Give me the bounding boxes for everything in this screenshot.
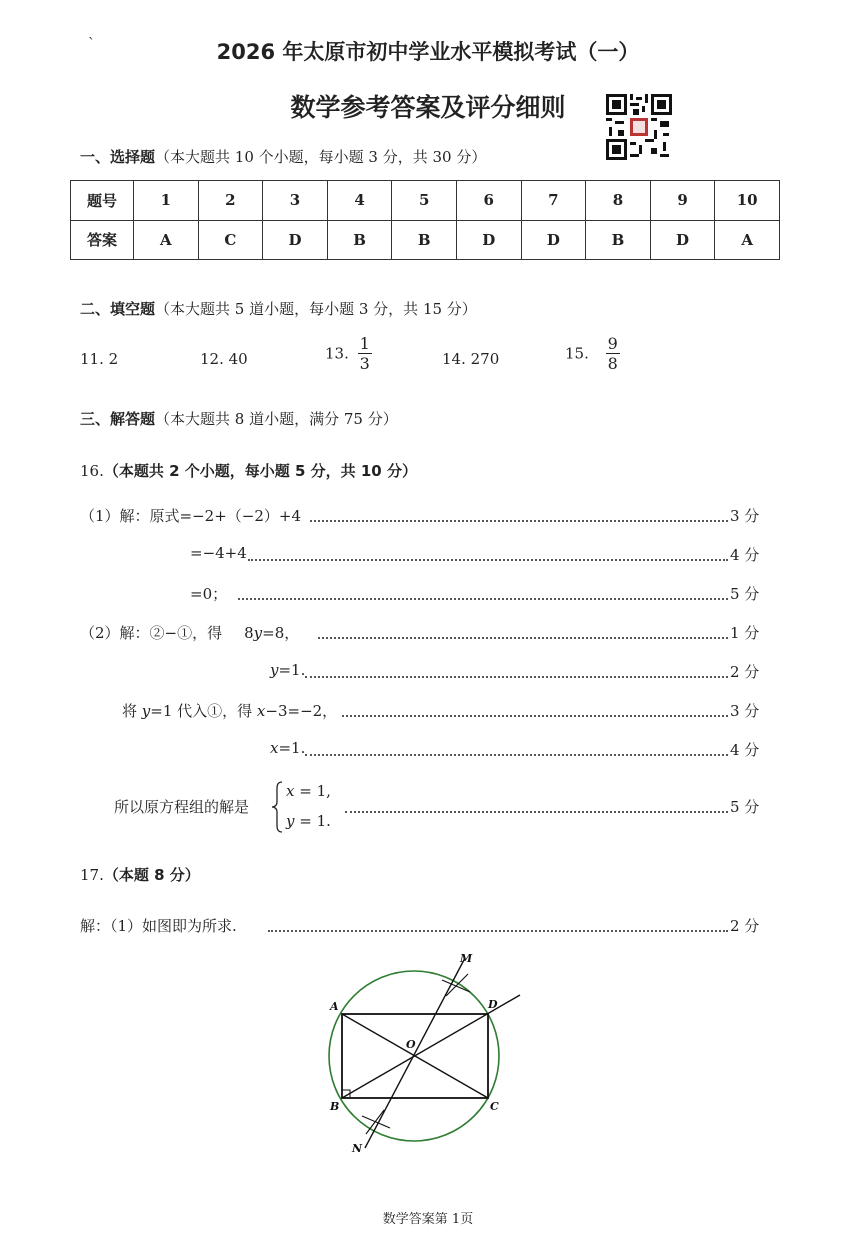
table-cell: B [586, 220, 651, 260]
table-cell: 2 [198, 181, 263, 221]
table-cell: D [456, 220, 521, 260]
table-cell: 10 [715, 181, 780, 221]
leader-dots [318, 637, 728, 639]
geometry-figure [310, 940, 540, 1160]
leader-dots [305, 754, 728, 756]
section1-heading: 一、选择题（本大题共 10 个小题，每小题 3 分，共 30 分） [80, 148, 487, 166]
table-cell: 3 [263, 181, 328, 221]
score: 5 分 [730, 585, 760, 603]
q16-p1-line1: （1）解：原式=−2+（−2）+4 [80, 507, 302, 525]
leader-dots [248, 559, 728, 561]
system-solution-x: x = 1, [286, 782, 331, 800]
table-header-cell: 答案 [71, 220, 134, 260]
label-b: B [330, 1100, 340, 1113]
q17-line1: 解：（1）如图即为所求. [80, 917, 237, 935]
leader-dots [238, 598, 728, 600]
label-c: C [490, 1100, 499, 1113]
left-brace-icon [270, 780, 284, 834]
table-cell: A [715, 220, 780, 260]
table-header-cell: 题号 [71, 181, 134, 221]
leader-dots [268, 930, 728, 932]
score: 2 分 [730, 917, 760, 935]
section2-heading: 二、填空题（本大题共 5 道小题，每小题 3 分，共 15 分） [80, 300, 477, 318]
answer-key-title: 数学参考答案及评分细则 [290, 93, 566, 122]
table-cell: A [134, 220, 199, 260]
leader-dots [345, 811, 728, 813]
table-cell: 1 [134, 181, 199, 221]
q16-title: 16.（本题共 2 个小题，每小题 5 分，共 10 分） [80, 462, 417, 480]
answer-14: 14. 270 [442, 350, 500, 368]
page-footer: 数学答案第 1页 [382, 1212, 474, 1227]
label-a: A [330, 1000, 339, 1013]
table-cell: 7 [521, 181, 586, 221]
perpendicular-bisector-mn [365, 958, 465, 1148]
q16-p2-line2: y=1. [270, 661, 306, 679]
table-cell: D [650, 220, 715, 260]
q16-p2-line4: x=1. [270, 739, 306, 757]
label-m: M [460, 952, 473, 965]
score: 1 分 [730, 624, 760, 642]
leader-dots [305, 676, 728, 678]
q16-p2-line3: 将 y=1 代入①，得 x−3=−2， [122, 702, 338, 720]
arc-mark-lower [362, 1110, 390, 1134]
q16-p2-line1: （2）解：②−①，得 8y=8， [80, 624, 300, 642]
corner-mark: ` [88, 36, 95, 52]
answer-11: 11. 2 [80, 350, 119, 368]
table-row [71, 181, 780, 221]
section3-heading: 三、解答题（本大题共 8 道小题，满分 75 分） [80, 410, 398, 428]
score: 5 分 [730, 798, 760, 816]
table-cell: C [198, 220, 263, 260]
table-cell: 6 [456, 181, 521, 221]
leader-dots [342, 715, 728, 717]
table-row [71, 220, 780, 260]
score: 3 分 [730, 702, 760, 720]
q16-p1-line3: =0； [190, 585, 228, 603]
table-cell: B [392, 220, 457, 260]
label-d: D [488, 998, 498, 1011]
leader-dots [310, 520, 728, 522]
table-cell: 4 [327, 181, 392, 221]
score: 4 分 [730, 741, 760, 759]
qr-code-icon [606, 94, 672, 160]
q16-p1-line2: =−4+4 [190, 544, 247, 562]
answer-15: 15. $\frac{9}{8}$ [565, 334, 618, 373]
score: 2 分 [730, 663, 760, 681]
table-cell: B [327, 220, 392, 260]
answer-12: 12. 40 [200, 350, 248, 368]
score: 3 分 [730, 507, 760, 525]
label-n: N [352, 1142, 363, 1155]
table-cell: D [263, 220, 328, 260]
choice-answer-table [70, 180, 780, 260]
exam-title: 2026 年太原市初中学业水平模拟考试（一） [216, 40, 640, 64]
q17-title: 17.（本题 8 分） [80, 866, 200, 884]
label-o: O [406, 1038, 416, 1051]
answer-13: 13. $\frac{1}{3}$ [325, 334, 370, 373]
table-cell: D [521, 220, 586, 260]
q16-p2-line5: 所以原方程组的解是 [114, 798, 250, 816]
table-cell: 9 [650, 181, 715, 221]
table-cell: 8 [586, 181, 651, 221]
table-cell: 5 [392, 181, 457, 221]
score: 4 分 [730, 546, 760, 564]
system-solution-y: y = 1. [286, 812, 331, 830]
